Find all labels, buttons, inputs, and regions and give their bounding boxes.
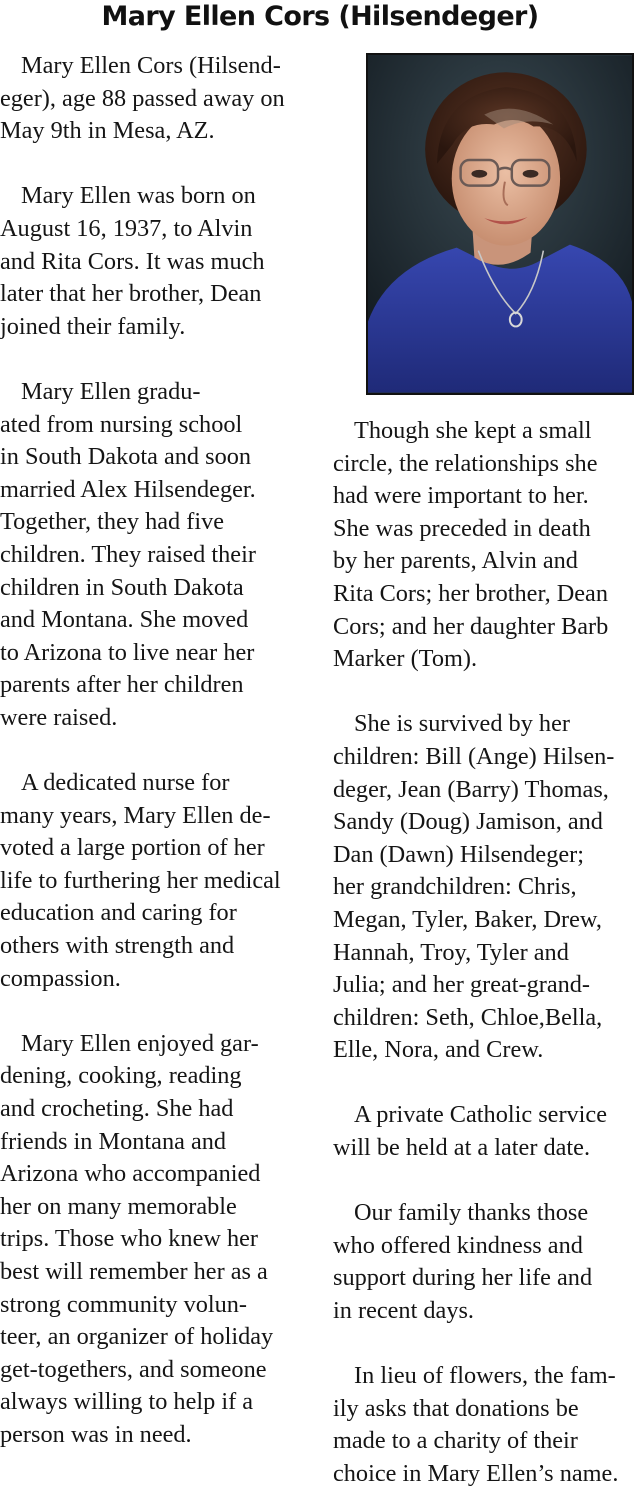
obituary-paragraph [0,376,312,735]
text-line: her grandchildren: Chris, [333,873,577,901]
text-line: A dedicated nurse for [21,769,230,797]
text-line: made to a charity of their [333,1427,578,1455]
text-line: eger), age 88 passed away on [0,84,285,112]
text-line: She is survived by her [354,710,570,738]
text-line: children in South Dakota [0,573,244,601]
text-line: Together, they had five [0,508,225,536]
text-line: and Rita Cors. It was much [0,247,265,275]
text-line: Marker (Tom). [333,645,478,673]
text-line: others with strength and [0,932,235,960]
obituary-paragraph [333,708,640,1067]
text-line: in recent days. [333,1297,475,1325]
paragraph-gap [0,148,312,181]
obituary-paragraph [0,50,312,148]
text-line: strong community volun- [0,1290,248,1318]
portrait-photo [366,53,634,395]
paragraph-gap [0,995,312,1028]
text-line: later that her brother, Dean [0,280,262,308]
text-line: always willing to help if a [0,1388,254,1416]
text-line: Rita Cors; her brother, Dean [333,579,608,607]
text-line: ated from nursing school [0,410,243,438]
text-line: her on many memorable [0,1192,237,1220]
text-line: dening, cooking, reading [0,1062,242,1090]
text-line: Arizona who accompanied [0,1160,261,1188]
text-line: Julia; and her great-grand- [333,971,591,999]
paragraph-gap [333,1328,640,1361]
left-column [0,50,312,1452]
text-line: Cors; and her daughter Barb [333,612,609,640]
text-line: A private Catholic service [354,1101,608,1129]
text-line: Elle, Nora, and Crew. [333,1036,544,1064]
text-line: Sandy (Doug) Jamison, and [333,808,603,836]
text-line: Mary Ellen Cors (Hilsend- [21,52,281,79]
text-line: life to furthering her medical [0,866,281,894]
text-line: married Alex Hilsendeger. [0,475,256,503]
text-line: parents after her children [0,671,244,699]
text-line: many years, Mary Ellen de- [0,801,271,829]
paragraph-gap [0,343,312,376]
obituary-paragraph [0,1028,312,1452]
text-line: In lieu of flowers, the fam- [354,1362,616,1390]
text-line: May 9th in Mesa, AZ. [0,117,215,145]
text-line: teer, an organizer of holiday [0,1323,274,1351]
obituary-paragraph [333,415,640,676]
text-line: education and caring for [0,899,237,927]
text-line: will be held at a later date. [333,1134,591,1162]
text-line: August 16, 1937, to Alvin [0,214,253,242]
obituary-paragraph [333,1360,640,1490]
text-line: choice in Mary Ellen’s name. [333,1460,619,1487]
text-line: get-togethers, and someone [0,1355,267,1383]
text-line: by her parents, Alvin and [333,547,578,575]
text-line: friends in Montana and [0,1127,227,1155]
text-line: Mary Ellen enjoyed gar- [21,1029,259,1057]
text-line: Mary Ellen gradu- [21,377,201,405]
text-line: deger, Jean (Barry) Thomas, [333,775,609,803]
text-line: and crocheting. She had [0,1095,234,1122]
text-line: person was in need. [0,1420,192,1448]
text-line: Though she kept a small [354,417,592,444]
text-line: Mary Ellen was born on [21,182,256,210]
text-line: to Arizona to live near her [0,638,255,666]
text-line: ily asks that donations be [333,1394,579,1422]
obituary-paragraph [0,767,312,995]
text-line: children. They raised their [0,540,256,568]
obituary-title: Mary Ellen Cors (Hilsendeger) [101,1,539,32]
text-line: joined their family. [0,312,186,340]
text-line: best will remember her as a [0,1257,268,1285]
text-line: circle, the relationships she [333,449,598,477]
paragraph-gap [333,1067,640,1100]
obituary-paragraph [333,1197,640,1327]
text-line: She was preceded in death [333,514,591,542]
text-line: Hannah, Troy, Tyler and [333,938,569,966]
right-column [333,415,640,1491]
text-line: and Montana. She moved [0,606,249,634]
text-line: had were important to her. [333,482,589,510]
text-line: voted a large portion of her [0,834,265,862]
text-line: Dan (Dawn) Hilsendeger; [333,840,584,868]
text-line: children: Bill (Ange) Hilsen- [333,742,615,770]
text-line: in South Dakota and soon [0,443,252,471]
text-line: Our family thanks those [354,1199,589,1227]
paragraph-gap [0,734,312,767]
portrait-image [368,55,632,393]
paragraph-gap [333,676,640,709]
obituary-paragraph [333,1099,640,1164]
obituary-paragraph [0,180,312,343]
text-line: Megan, Tyler, Baker, Drew, [333,905,602,933]
paragraph-gap [333,1165,640,1198]
text-line: support during her life and [333,1264,593,1292]
text-line: compassion. [0,964,121,992]
text-line: who offered kindness and [333,1231,583,1259]
text-line: trips. Those who knew her [0,1225,259,1253]
text-line: children: Seth, Chloe,Bella, [333,1003,603,1031]
text-line: were raised. [0,703,118,731]
